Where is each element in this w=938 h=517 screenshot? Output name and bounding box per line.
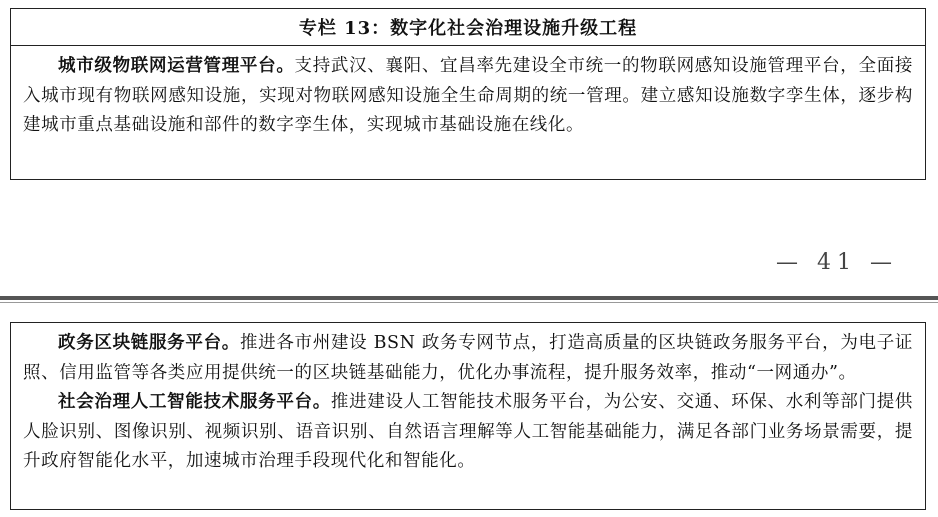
paragraph-heading: 政务区块链服务平台。 [58,333,240,353]
paragraph-ai-platform [11,388,925,477]
box-title-text: 专栏 13：数字化社会治理设施升级工程 [298,18,638,39]
feature-box-bottom [10,322,926,510]
page-divider-thin [0,302,938,303]
page-number: — 41 — [776,250,898,275]
feature-box-top [10,8,926,180]
paragraph-heading: 城市级物联网运营管理平台。 [58,56,295,76]
paragraph-body: 推进建设人工智能技术服务平台，为公安、交通、环保、水利等部门提供人脸识别、图像识别、视频识别、语音识别、自然语言理解等人工智能基础能力，满足各部门业务场景需要，提升政府智能化水平，加速城市治理手段现代化和智能化。 [23,392,913,471]
page-divider [0,296,938,300]
box-title [11,9,925,46]
paragraph-body: 支持武汉、襄阳、宜昌率先建设全市统一的物联网感知设施管理平台，全面接入城市现有物联网感知设施，实现对物联网感知设施全生命周期的统一管理。建立感知设施数字孪生体，逐步构建城市重点基础设施和部件的数字孪生体，实现城市基础设施在线化。 [23,56,913,135]
paragraph-body: 推进各市州建设 BSN 政务专网节点，打造高质量的区块链政务服务平台，为电子证照、信用监管等各类应用提供统一的区块链基础能力，优化办事流程，提升服务效率，推动“一网通办”。 [23,333,914,383]
paragraph-heading: 社会治理人工智能技术服务平台。 [58,392,331,412]
paragraph-iot-platform [11,52,925,141]
paragraph-blockchain-platform [11,329,925,388]
